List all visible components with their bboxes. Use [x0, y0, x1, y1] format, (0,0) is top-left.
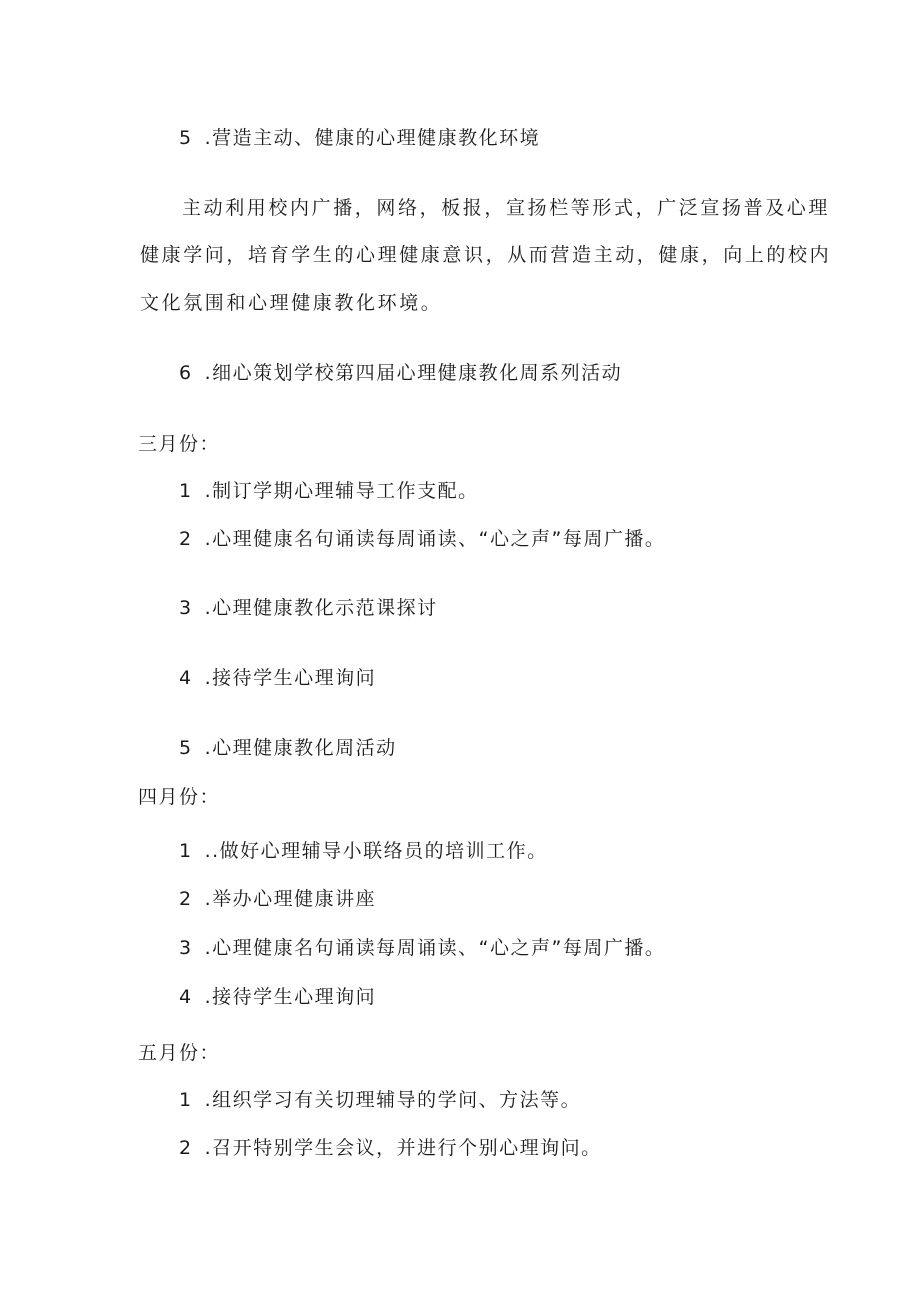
section-title: .营造主动、健康的心理健康教化环境: [204, 127, 541, 149]
item-text: ..做好心理辅导小联络员的培训工作。: [204, 840, 548, 862]
paragraph-line: 主动利用校内广播，网络，板报，宣扬栏等形式，广泛宣扬普及心理: [182, 197, 831, 219]
section-5-heading: [179, 125, 540, 151]
list-item: [179, 595, 438, 621]
section-6-heading: [179, 360, 622, 386]
section-number: 5: [179, 127, 193, 149]
item-number: 5: [179, 737, 193, 759]
item-number: 1: [179, 840, 193, 862]
list-item: [179, 526, 665, 552]
item-text: .心理健康名句诵读每周诵读、“心之声”每周广播。: [204, 937, 666, 959]
section-number: 6: [179, 362, 193, 384]
month-heading-april: 四月份：: [138, 786, 221, 808]
paragraph-line: 健康学问，培育学生的心理健康意识，从而营造主动，健康，向上的校内: [140, 244, 832, 266]
paragraph-line: 文化氛围和心理健康教化环境。: [140, 292, 443, 314]
list-item: [179, 478, 479, 504]
section-title: .细心策划学校第四届心理健康教化周系列活动: [204, 362, 623, 384]
item-number: 4: [179, 986, 193, 1008]
item-number: 2: [179, 528, 193, 550]
item-text: .接待学生心理询问: [204, 667, 377, 689]
item-text: .举办心理健康讲座: [204, 888, 377, 910]
month-heading-may: 五月份：: [138, 1042, 221, 1064]
list-item: [179, 1135, 602, 1161]
list-item: [179, 886, 376, 912]
item-number: 1: [179, 480, 193, 502]
list-item: [179, 1087, 581, 1113]
item-number: 2: [179, 1137, 193, 1159]
list-item: [179, 838, 548, 864]
item-text: .心理健康名句诵读每周诵读、“心之声”每周广播。: [204, 528, 666, 550]
item-number: 3: [179, 937, 193, 959]
list-item: [179, 665, 376, 691]
list-item: [179, 735, 397, 761]
item-number: 3: [179, 597, 193, 619]
item-text: .心理健康教化周活动: [204, 737, 397, 759]
item-number: 4: [179, 667, 193, 689]
item-text: .心理健康教化示范课探讨: [204, 597, 438, 619]
item-text: .召开特别学生会议，并进行个别心理询问。: [204, 1137, 602, 1159]
item-number: 2: [179, 888, 193, 910]
item-number: 1: [179, 1089, 193, 1111]
item-text: .制订学期心理辅导工作支配。: [204, 480, 479, 502]
month-heading-march: 三月份：: [138, 433, 221, 455]
list-item: [179, 935, 665, 961]
item-text: .组织学习有关切理辅导的学问、方法等。: [204, 1089, 582, 1111]
list-item: [179, 984, 376, 1010]
item-text: .接待学生心理询问: [204, 986, 377, 1008]
